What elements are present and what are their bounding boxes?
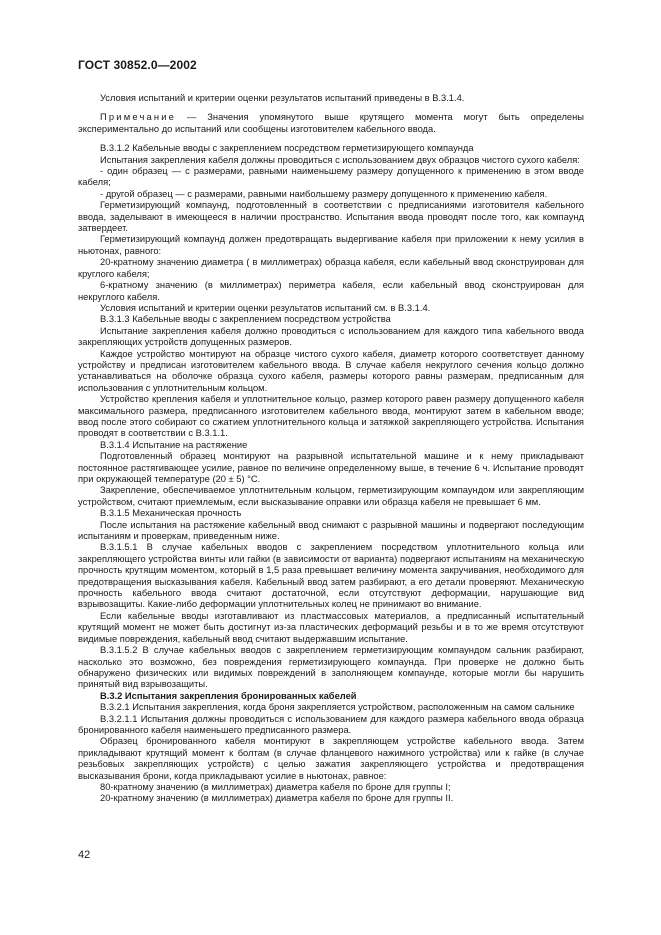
note-label: Примечание <box>100 112 177 123</box>
paragraph: Условия испытаний и критерии оценки результатов испытаний см. в В.3.1.4. <box>100 302 431 313</box>
paragraph: В.3.2.1.1 Испытания должны проводиться с использованием для каждого размера кабельного ввода образца бронированного кабеля наименьшего предписанного размера. <box>78 713 584 735</box>
paragraph: Герметизирующий компаунд должен предотвращать выдергивание кабеля при приложении к нему усилия в ньютонах, равного: <box>78 234 584 256</box>
paragraph: 6-кратному значению (в миллиметрах) периметра кабеля, если кабельный ввод сконструирован для некруглого кабеля. <box>78 280 584 302</box>
list-item: - другой образец — с размерами, равными наибольшему размеру допущенного к применению кабеля. <box>100 188 548 199</box>
paragraph: Если кабельные вводы изготавливают из пластмассовых материалов, а предписанный испытательный крутящий момент не может быть достигнут из-за пластических деформаций резьбы и в то же время отсутствуют видимые повреждения, кабельный ввод считают выдержавшим испытание. <box>78 610 584 644</box>
paragraph: После испытания на растяжение кабельный ввод снимают с разрывной машины и подвергают последующим испытаниям и проверкам, приведенным ниже. <box>78 519 584 542</box>
section-heading: В.3.1.3 Кабельные вводы с закреплением посредством устройства <box>100 314 391 325</box>
page-body <box>78 93 584 805</box>
bold-heading-text: В.3.2 Испытания закрепления бронированных кабелей <box>100 690 357 701</box>
note-text: — Значения упомянутого выше крутящего момента могут быть определены экспериментально до испытаний или сообщены изготовителем кабельного ввода. <box>78 112 584 134</box>
paragraph: Подготовленный образец монтируют на разрывной испытательной машине и к нему прикладывают постоянное растягивающее усилие, равное по величине определенному выше, в течение 6 ч. Испытание проводят при окружающей температуре (20 ± 5) °С. <box>78 451 584 484</box>
paragraph: Образец бронированного кабеля монтируют в закрепляющем устройстве кабельного ввода. Затем прикладывают крутящий момент к болтам (в случае фланцевого нажимного устройства) или к гайке (в случае резьбовых закрепляющих устройств) с целью зажатия закрепляющего устройства и предотвращения высказывания брони, когда прикладывают усилие в ньютонах, равное: <box>78 736 584 781</box>
section-heading-bold <box>78 691 584 702</box>
paragraph: Испытание закрепления кабеля должно проводиться с использованием для каждого типа кабельного ввода закрепляющих устройств допущенных размеров. <box>78 325 584 348</box>
section-heading: В.3.1.2 Кабельные вводы с закреплением посредством герметизирующего компаунда <box>100 143 474 154</box>
paragraph: Условия испытаний и критерии оценки результатов испытаний приведены в В.3.1.4. <box>100 93 465 103</box>
page-number: 42 <box>78 849 91 861</box>
document-header: ГОСТ 30852.0—2002 <box>78 58 197 72</box>
paragraph: Устройство крепления кабеля и уплотнительное кольцо, размер которого равен размеру допущенного кабеля максимального размера, предписанного изготовителем кабельного ввода, монтируют затем в кабельном вводе; ввод после этого собирают со сжатием уплотнительного кольца и затяжкой закрепляющего устройства. Испытания проводят в соответствии с В.3.1.1. <box>78 394 584 439</box>
list-item: - один образец — с размерами, равными наименьшему размеру допущенного к применению в этом вводе кабеля; <box>78 166 584 188</box>
section-heading: В.3.1.4 Испытание на растяжение <box>100 439 248 450</box>
paragraph: Каждое устройство монтируют на образце чистого сухого кабеля, диаметр которого соответствует данному устройству и предписан изготовителем кабельного ввода. В случае кабеля некруглого сечения кольцо должно устанавливаться на оболочке образца сухого кабеля, размеры которого равны размерам, предписанным для использования с уплотнительным кольцом. <box>78 348 584 393</box>
section-heading: В.3.2.1 Испытания закрепления, когда броня закрепляется устройством, расположенным на самом сальнике <box>100 702 575 713</box>
note-paragraph <box>78 112 584 135</box>
paragraph: Испытания закрепления кабеля должны проводиться с использованием двух образцов чистого сухого кабеля: <box>100 154 580 165</box>
paragraph: 20-кратному значению диаметра ( в миллиметрах) образца кабеля, если кабельный ввод сконструирован для круглого кабеля; <box>78 257 584 279</box>
paragraph: Герметизирующий компаунд, подготовленный в соответствии с предписаниями изготовителя кабельного ввода, заделывают в имеющееся в наличии пространство. Испытания ввода проводят после того, как компаунд затвердеет. <box>78 200 584 234</box>
paragraph: В.3.1.5.1 В случае кабельных вводов с закреплением посредством уплотнительного кольца или закрепляющего устройства винты или гайки (в зависимости от варианта) подвергают испытаниям на механическую прочность крутящим моментом, который в 1,5 раза превышает величину момента закручивания, необходимого для предотвращения высказывания кабеля. Кабельный ввод затем разбирают, а его детали проверяют. Механическую прочность кабельного ввода считают достаточной, если отсутствуют деформации, нарушающие вид взрывозащиты. Какие-либо деформации уплотнительных колец не принимают во внимание. <box>78 542 584 610</box>
paragraph: В.3.1.5.2 В случае кабельных вводов с закреплением герметизирующим компаундом сальник разбирают, насколько это возможно, без повреждения герметизирующего компаунда. При проверке не должно быть обнаружено физических или видимых повреждений в заполняющем компаунде, которые могли бы нарушить принятый вид взрывозащиты. <box>78 645 584 690</box>
section-heading: В.3.1.5 Механическая прочность <box>100 508 242 519</box>
paragraph: 80-кратному значению (в миллиметрах) диаметра кабеля по броне для группы I; <box>100 781 451 792</box>
paragraph: Закрепление, обеспечиваемое уплотнительным кольцом, герметизирующим компаундом или закрепляющим устройством, считают приемлемым, если высказывание оправки или образца кабеля не превышает 6 мм. <box>78 485 584 507</box>
paragraph: 20-кратному значению (в миллиметрах) диаметра кабеля по броне для группы II. <box>100 793 454 804</box>
